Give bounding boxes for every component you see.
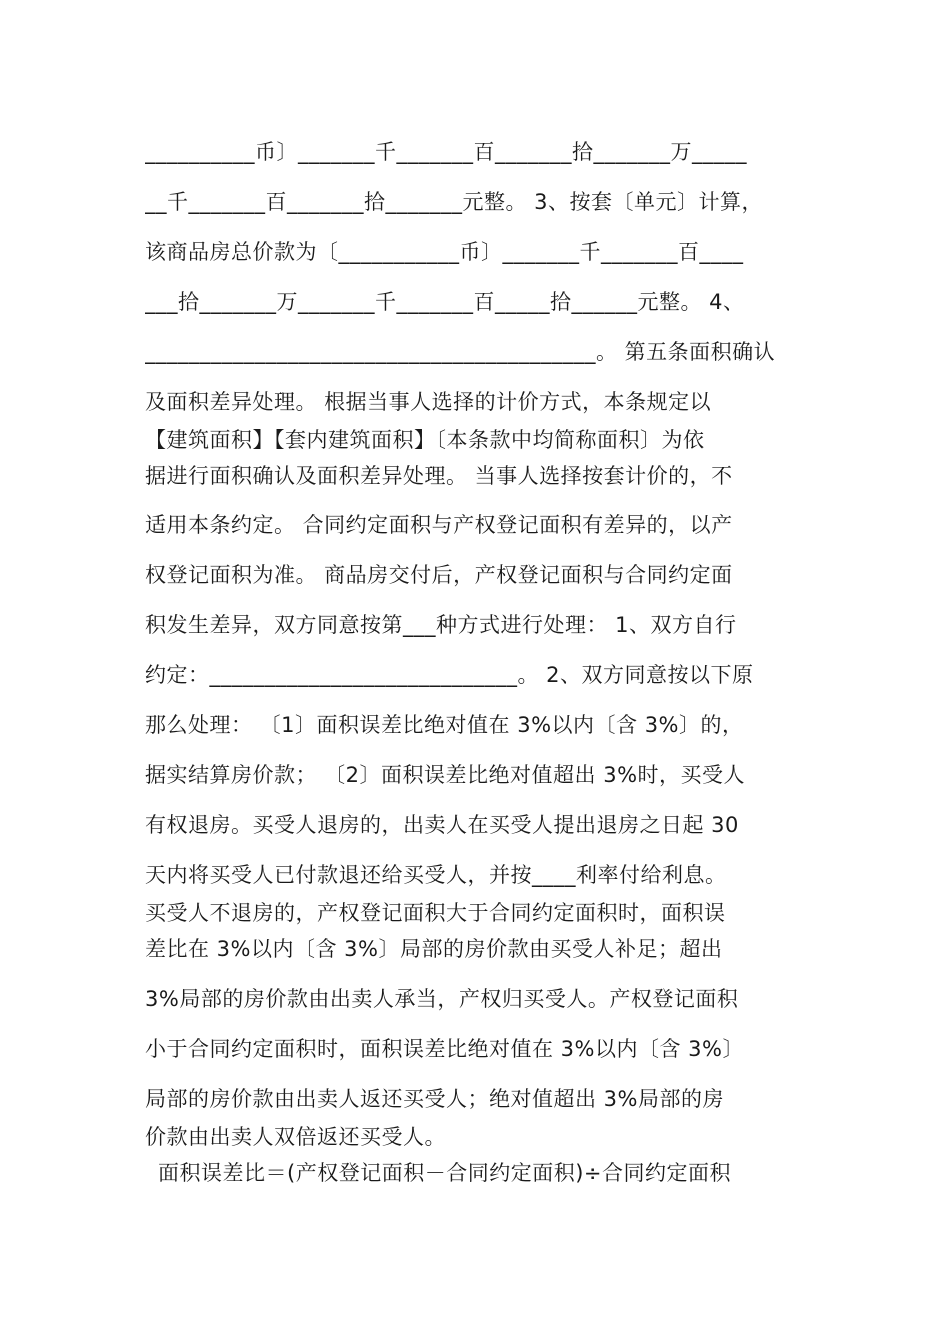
text-line: 小于合同约定面积时，面积误差比绝对值在 3%以内〔含 3%〕 bbox=[145, 1037, 744, 1061]
text-line: 局部的房价款由出卖人返还买受人；绝对值超出 3%局部的房 bbox=[145, 1087, 724, 1111]
text-line: 有权退房。买受人退房的，出卖人在买受人提出退房之日起 30 bbox=[145, 813, 739, 837]
text-line: __千_______百_______拾_______元整。 3、按套〔单元〕计算， bbox=[145, 190, 764, 214]
text-line: 权登记面积为准。 商品房交付后，产权登记面积与合同约定面 bbox=[145, 563, 733, 587]
text-line: 【建筑面积】【套内建筑面积】〔本条款中均简称面积〕为依 bbox=[145, 428, 705, 452]
text-line: 那么处理： 〔1〕面积误差比绝对值在 3%以内〔含 3%〕的， bbox=[145, 713, 744, 737]
text-line: 积发生差异，双方同意按第___种方式进行处理： 1、双方自行 bbox=[145, 613, 737, 637]
text-line: 及面积差异处理。 根据当事人选择的计价方式，本条规定以 bbox=[145, 390, 712, 414]
text-line: 据进行面积确认及面积差异处理。 当事人选择按套计价的，不 bbox=[145, 464, 733, 488]
text-line: __________币〕_______千_______百_______拾_______万_____ bbox=[145, 140, 747, 164]
formula-line: 面积误差比＝(产权登记面积－合同约定面积)÷合同约定面积 bbox=[158, 1161, 731, 1185]
text-line: _________________________________________。 第五条面积确认 bbox=[145, 340, 776, 364]
text-line: 该商品房总价款为〔___________币〕_______千_______百____ bbox=[145, 240, 744, 264]
text-line: 据实结算房价款； 〔2〕面积误差比绝对值超出 3%时，买受人 bbox=[145, 763, 746, 787]
text-line: 差比在 3%以内〔含 3%〕局部的房价款由买受人补足；超出 bbox=[145, 937, 723, 961]
text-line: 买受人不退房的，产权登记面积大于合同约定面积时，面积误 bbox=[145, 901, 726, 925]
text-line: 适用本条约定。 合同约定面积与产权登记面积有差异的，以产 bbox=[145, 513, 733, 537]
text-line: ___拾_______万_______千_______百_____拾______元整。 4、 bbox=[145, 290, 745, 314]
text-line: 价款由出卖人双倍返还买受人。 bbox=[145, 1125, 446, 1149]
text-line: 天内将买受人已付款退还给买受人，并按____利率付给利息。 bbox=[145, 863, 727, 887]
text-line: 3%局部的房价款由出卖人承当，产权归买受人。产权登记面积 bbox=[145, 987, 739, 1011]
text-line: 约定：____________________________。 2、双方同意按以下原 bbox=[145, 663, 754, 687]
